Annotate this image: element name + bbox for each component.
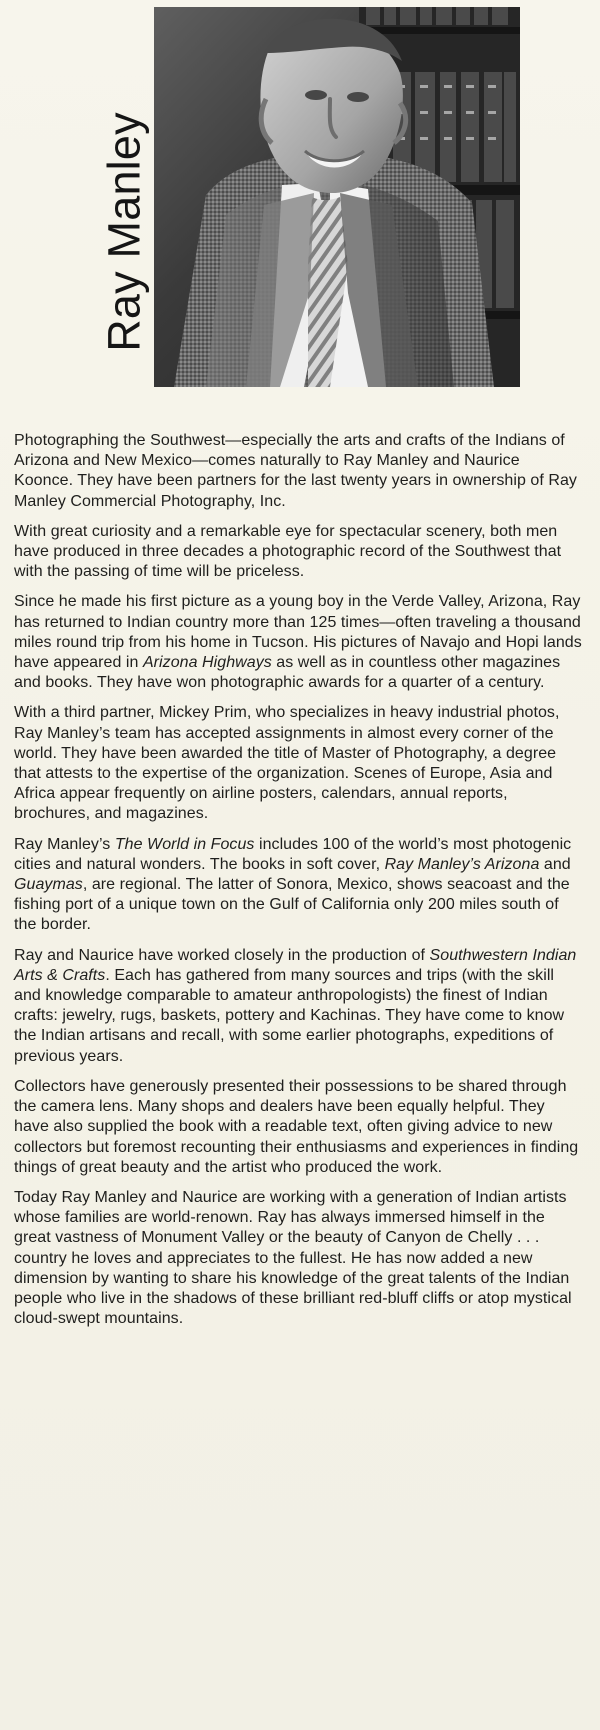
paragraph-text-segment: Collectors have generously presented their possessions to be shared through the camera lens. Many shops and dealers have been equally helpful. They have also supplied the book with a readable text, often giving advice to new collectors but foremost recounting their enthusiasms and experiences in finding things of great beauty and the artist who produced the work.: [14, 1077, 579, 1176]
paragraph-text-segment: and: [539, 855, 571, 873]
paragraph-text-segment: . Each has gathered from many sources and trips (with the skill and knowledge comparable to amateur anthropologists) the finest of Indian crafts: jewelry, rugs, baskets, pottery and Kachinas. They have come to know the Indian artisans and recall, with some earlier photographs, expeditions of previous years.: [14, 966, 565, 1065]
paragraph-text-segment: as well as in countless other magazines and books. They have won photographic awards for a quarter of a century.: [14, 654, 561, 692]
italic-title-text: Ray Manley’s Arizona: [384, 855, 540, 873]
biography-paragraph: [14, 522, 582, 583]
paragraph-text-segment: Ray Manley’s: [14, 835, 115, 853]
paragraph-text-segment: includes 100 of the world’s most photogenic cities and natural wonders. The books in soft cover,: [14, 835, 572, 873]
italic-title-text: Southwestern Indian Arts & Crafts: [14, 946, 577, 984]
author-name-text: Ray Manley: [98, 112, 150, 352]
paragraph-text-segment: With a third partner, Mickey Prim, who specializes in heavy industrial photos, Ray Manley’s team has accepted assignments in almost every corner of the world. They have been awarded the title of Master of Photography, a degree that attests to the expertise of the organization. Scenes of Europe, Asia and Africa appear frequently on airline posters, calendars, annual reports, brochures, and magazines.: [14, 704, 560, 823]
portrait-photo-svg: [154, 7, 520, 387]
paragraph-text-segment: Ray and Naurice have worked closely in the production of: [14, 946, 430, 964]
biography-paragraph: [14, 835, 582, 936]
biography-paragraph: [14, 592, 582, 693]
biography-paragraph: [14, 703, 582, 824]
biography-text: [14, 431, 582, 1339]
paragraph-text-segment: With great curiosity and a remarkable eye for spectacular scenery, both men have produced in three decades a photographic record of the Southwest that with the passing of time will be priceless.: [14, 522, 562, 581]
paragraph-text-segment: Since he made his first picture as a young boy in the Verde Valley, Arizona, Ray has returned to Indian country more than 125 times—often traveling a thousand miles round trip from his home in Tucson. His pictures of Navajo and Hopi lands have appeared in: [14, 593, 582, 672]
biography-paragraph: [14, 1188, 582, 1329]
biography-paragraph: [14, 1077, 582, 1178]
author-portrait-photo: [154, 7, 520, 387]
biography-paragraph: [14, 946, 582, 1067]
biography-paragraph: [14, 431, 582, 512]
paragraph-text-segment: Today Ray Manley and Naurice are working with a generation of Indian artists whose families are world-renown. Ray has always immersed himself in the great vastness of Monument Valley or the beauty of Canyon de Chelly . . . country he loves and appreciates to the fullest. He has now added a new dimension by wanting to share his knowledge of the great talents of the Indian people who live in the shadows of these brilliant red-bluff cliffs or atop mystical cloud-swept mountains.: [14, 1188, 572, 1328]
paragraph-text-segment: Photographing the Southwest—especially the arts and crafts of the Indians of Arizona and New Mexico—comes naturally to Ray Manley and Naurice Koonce. They have been partners for the last twenty years in ownership of Ray Manley Commercial Photography, Inc.: [14, 432, 577, 510]
italic-title-text: Arizona Highways: [142, 654, 272, 672]
italic-title-text: The World in Focus: [114, 835, 255, 853]
paragraph-text-segment: , are regional. The latter of Sonora, Mexico, shows seacoast and the fishing port of a unique town on the Gulf of California only 200 miles south of the border.: [14, 876, 570, 934]
italic-title-text: Guaymas: [14, 876, 83, 894]
